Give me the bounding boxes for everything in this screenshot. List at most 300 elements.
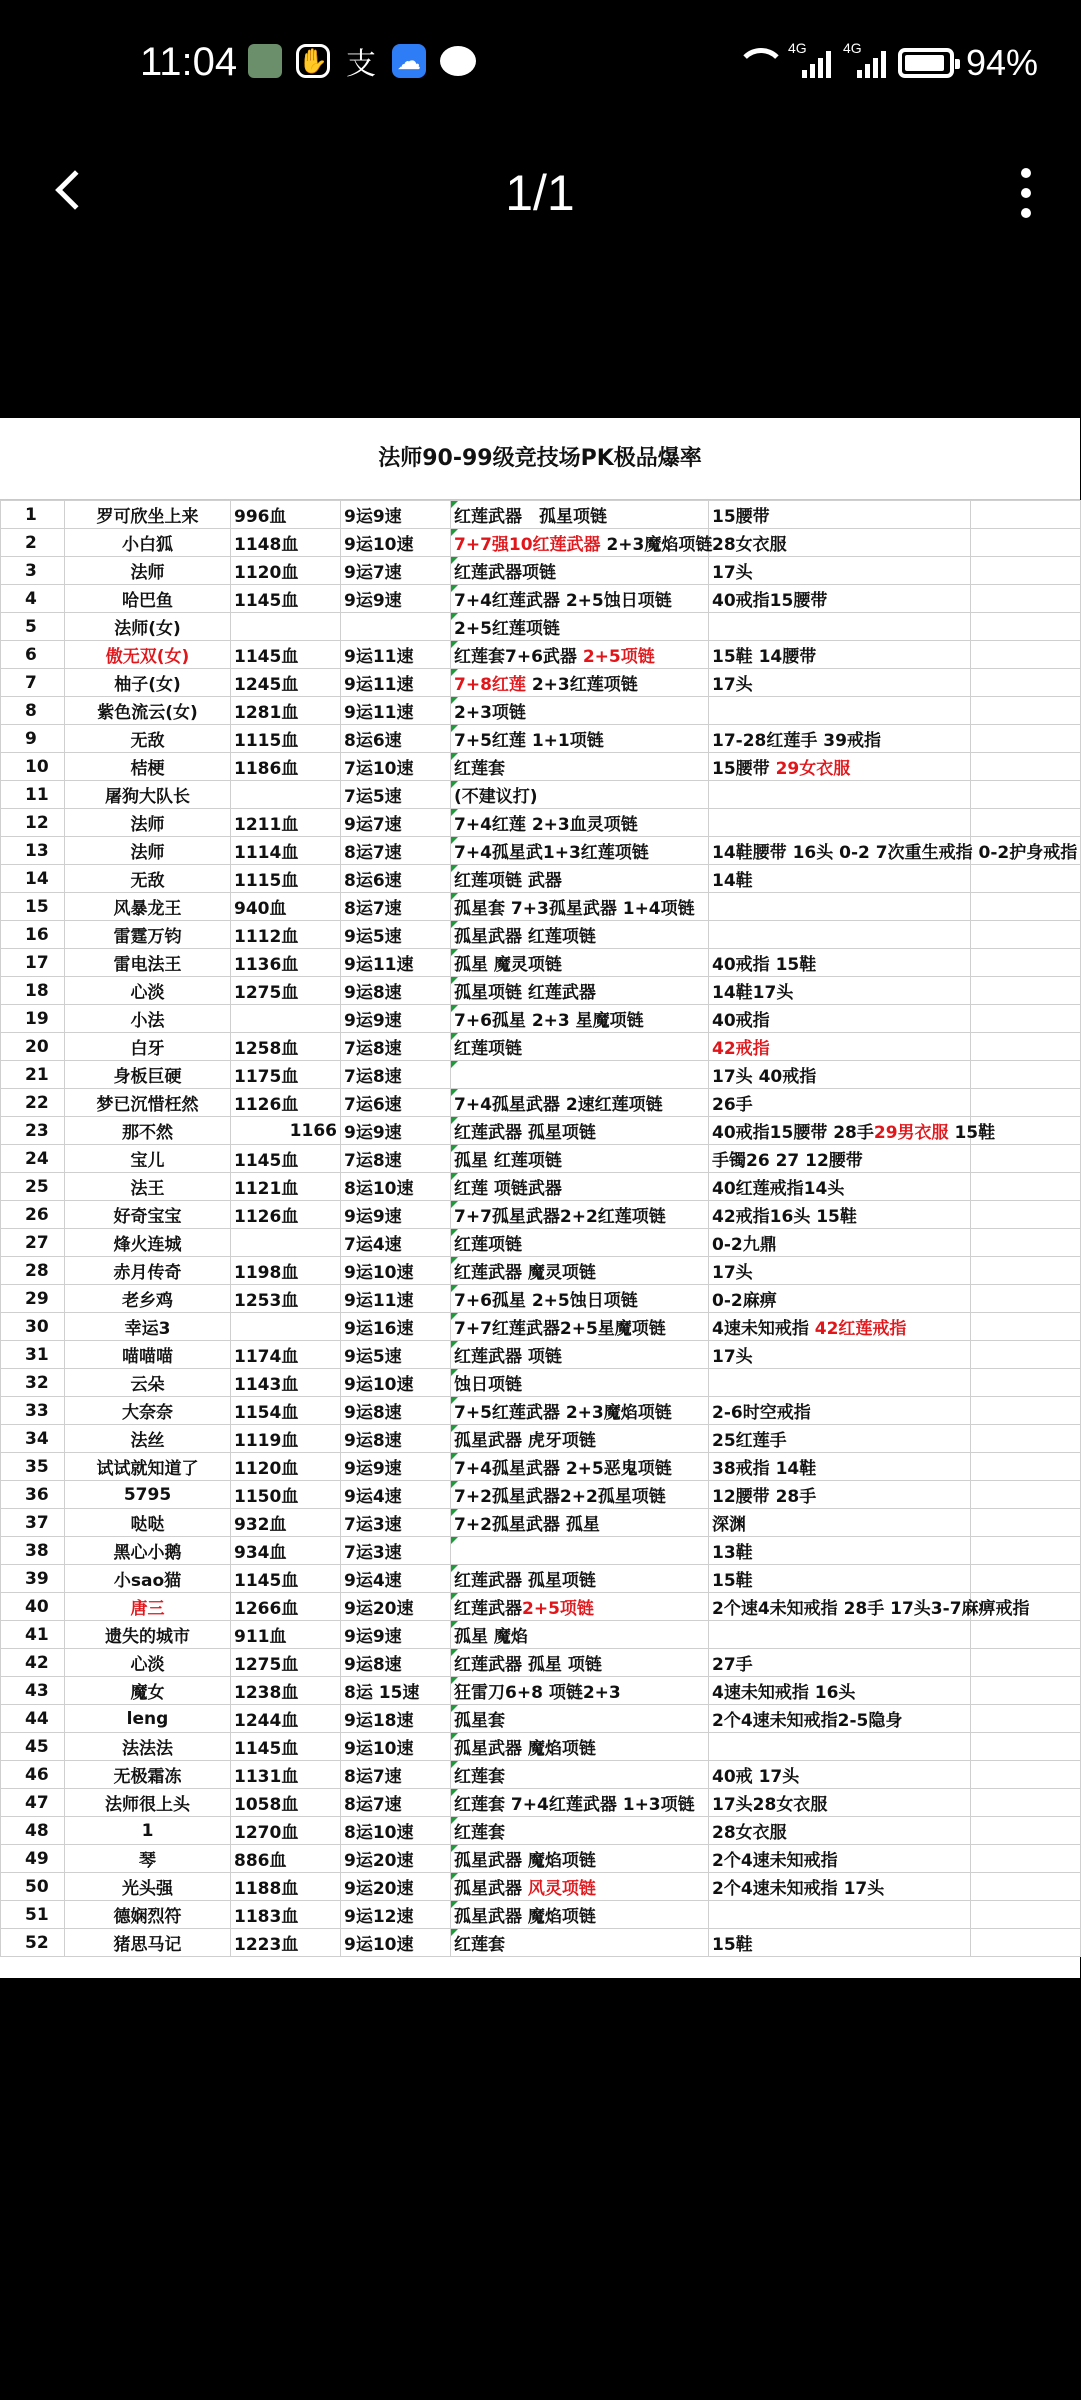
luck-speed: 9运20速 bbox=[341, 1873, 451, 1901]
drop-text: 7+4孤星武器 2速红莲项链 bbox=[454, 1095, 663, 1115]
chat-bubble-icon bbox=[440, 46, 476, 76]
table-row bbox=[1, 865, 1081, 893]
extra-text: 42戒指16头 15鞋 bbox=[712, 1207, 857, 1227]
hp-value: 1145血 bbox=[231, 1565, 341, 1593]
row-number: 47 bbox=[1, 1789, 65, 1817]
row-number: 1 bbox=[1, 501, 65, 529]
alipay-icon: 支 bbox=[346, 47, 376, 82]
table-row bbox=[1, 1789, 1081, 1817]
table-row bbox=[1, 1369, 1081, 1397]
empty-cell bbox=[971, 529, 1081, 557]
extra-text: 40戒指 15鞋 bbox=[712, 955, 817, 975]
luck-speed: 9运9速 bbox=[341, 1201, 451, 1229]
empty-cell bbox=[971, 1341, 1081, 1369]
network-type-1: 4G bbox=[787, 40, 807, 56]
luck-speed: 8运7速 bbox=[341, 893, 451, 921]
extra-text: 15鞋 14腰带 bbox=[712, 647, 817, 667]
luck-speed: 8运7速 bbox=[341, 837, 451, 865]
empty-cell bbox=[971, 753, 1081, 781]
row-number: 49 bbox=[1, 1845, 65, 1873]
extra-text: 0-2九鼎 bbox=[712, 1235, 777, 1255]
empty-cell bbox=[971, 669, 1081, 697]
drop-items bbox=[451, 1061, 709, 1089]
extra-drops bbox=[709, 809, 971, 837]
extra-text: 15腰带 bbox=[712, 507, 770, 527]
hp-value: 1258血 bbox=[231, 1033, 341, 1061]
extra-drops bbox=[709, 1397, 971, 1425]
drop-text: 孤星 魔灵项链 bbox=[454, 955, 562, 975]
table-row bbox=[1, 1397, 1081, 1425]
sheet-title: 法师90-99级竞技场PK极品爆率 bbox=[0, 418, 1080, 500]
extra-text: 2个4速未知戒指 17头 bbox=[712, 1879, 885, 1899]
row-number: 26 bbox=[1, 1201, 65, 1229]
extra-drops bbox=[709, 1929, 971, 1957]
hp-value: 1270血 bbox=[231, 1817, 341, 1845]
empty-cell bbox=[971, 1649, 1081, 1677]
empty-cell bbox=[971, 1677, 1081, 1705]
row-number: 27 bbox=[1, 1229, 65, 1257]
hp-value: 1223血 bbox=[231, 1929, 341, 1957]
row-number: 46 bbox=[1, 1761, 65, 1789]
table-row bbox=[1, 1117, 1081, 1145]
drop-items bbox=[451, 977, 709, 1005]
extra-drops bbox=[709, 837, 1078, 865]
luck-speed: 9运8速 bbox=[341, 1425, 451, 1453]
extra-drops bbox=[709, 1257, 971, 1285]
extra-text: 40戒指15腰带 bbox=[712, 591, 828, 611]
drop-text: 7+6孤星 2+5蚀日项链 bbox=[454, 1291, 638, 1311]
hp-value: 1145血 bbox=[231, 1733, 341, 1761]
luck-speed: 8运7速 bbox=[341, 1789, 451, 1817]
extra-drops bbox=[709, 641, 971, 669]
luck-speed: 9运9速 bbox=[341, 1005, 451, 1033]
hp-value: 934血 bbox=[231, 1537, 341, 1565]
row-number: 50 bbox=[1, 1873, 65, 1901]
luck-speed: 8运6速 bbox=[341, 865, 451, 893]
row-number: 38 bbox=[1, 1537, 65, 1565]
player-name: 白牙 bbox=[65, 1033, 231, 1061]
drop-text: 狂雷刀6+8 项链2+3 bbox=[454, 1683, 621, 1703]
extra-drops bbox=[709, 781, 971, 809]
hp-value: 1186血 bbox=[231, 753, 341, 781]
table-row bbox=[1, 1173, 1081, 1201]
hp-value: 1145血 bbox=[231, 585, 341, 613]
table-row bbox=[1, 1509, 1081, 1537]
drop-items bbox=[451, 1257, 709, 1285]
row-number: 2 bbox=[1, 529, 65, 557]
player-name: 法师 bbox=[65, 809, 231, 837]
empty-cell bbox=[971, 1285, 1081, 1313]
drop-items bbox=[451, 1761, 709, 1789]
hp-value bbox=[231, 1005, 341, 1033]
hp-value: 1198血 bbox=[231, 1257, 341, 1285]
drop-items bbox=[451, 613, 709, 641]
extra-drops bbox=[709, 1285, 971, 1313]
player-name: 心淡 bbox=[65, 1649, 231, 1677]
extra-text: 17头 bbox=[712, 563, 753, 583]
player-name: 大奈奈 bbox=[65, 1397, 231, 1425]
hp-value: 1150血 bbox=[231, 1481, 341, 1509]
table-row bbox=[1, 781, 1081, 809]
extra-text: 28女衣服 bbox=[712, 535, 787, 555]
extra-text: 12腰带 28手 bbox=[712, 1487, 817, 1507]
drop-items bbox=[451, 1817, 709, 1845]
extra-text: 38戒指 14鞋 bbox=[712, 1459, 817, 1479]
player-name: 罗可欣坐上来 bbox=[65, 501, 231, 529]
drop-items bbox=[451, 1733, 709, 1761]
row-number: 43 bbox=[1, 1677, 65, 1705]
drop-items bbox=[451, 921, 709, 949]
row-number: 17 bbox=[1, 949, 65, 977]
player-name: 琴 bbox=[65, 1845, 231, 1873]
drop-highlight: 2+5项链 bbox=[582, 647, 655, 667]
empty-cell bbox=[971, 585, 1081, 613]
notification-icons bbox=[248, 44, 476, 82]
table-row bbox=[1, 1425, 1081, 1453]
drop-items bbox=[451, 1341, 709, 1369]
drop-items bbox=[451, 1313, 709, 1341]
extra-drops bbox=[709, 1425, 971, 1453]
luck-speed: 7运4速 bbox=[341, 1229, 451, 1257]
luck-speed: 9运20速 bbox=[341, 1593, 451, 1621]
row-number: 11 bbox=[1, 781, 65, 809]
extra-text: 17头 40戒指 bbox=[712, 1067, 817, 1087]
extra-drops bbox=[709, 1453, 971, 1481]
player-name: 无极霜冻 bbox=[65, 1761, 231, 1789]
more-options-button[interactable] bbox=[1014, 168, 1038, 218]
drop-items bbox=[451, 1229, 709, 1257]
extra-highlight: 42红莲戒指 bbox=[814, 1319, 907, 1339]
player-name: 屠狗大队长 bbox=[65, 781, 231, 809]
empty-cell bbox=[971, 1481, 1081, 1509]
player-name: 哈巴鱼 bbox=[65, 585, 231, 613]
extra-drops bbox=[709, 1593, 1030, 1621]
hp-value: 1115血 bbox=[231, 865, 341, 893]
player-name: 雷霆万钧 bbox=[65, 921, 231, 949]
player-name: 心淡 bbox=[65, 977, 231, 1005]
drop-items bbox=[451, 809, 709, 837]
table-row bbox=[1, 1817, 1081, 1845]
row-number: 6 bbox=[1, 641, 65, 669]
player-name: 桔梗 bbox=[65, 753, 231, 781]
empty-cell bbox=[971, 781, 1081, 809]
player-name: 黑心小鹅 bbox=[65, 1537, 231, 1565]
extra-drops bbox=[709, 1117, 996, 1145]
hand-icon: ✋ bbox=[296, 44, 330, 78]
hp-value: 1143血 bbox=[231, 1369, 341, 1397]
table-row bbox=[1, 1705, 1081, 1733]
table-row bbox=[1, 1649, 1081, 1677]
empty-cell bbox=[971, 1033, 1081, 1061]
empty-cell bbox=[971, 725, 1081, 753]
drop-items bbox=[451, 865, 709, 893]
player-name: 法师 bbox=[65, 557, 231, 585]
hp-value: 1183血 bbox=[231, 1901, 341, 1929]
table-row bbox=[1, 893, 1081, 921]
extra-text: 14鞋腰带 16头 0-2 7次重生戒指 0-2护身戒指 bbox=[712, 843, 1078, 863]
player-name: 无敌 bbox=[65, 725, 231, 753]
empty-cell bbox=[971, 1705, 1081, 1733]
luck-speed: 9运9速 bbox=[341, 585, 451, 613]
table-row bbox=[1, 949, 1081, 977]
drop-items bbox=[451, 1789, 709, 1817]
row-number: 25 bbox=[1, 1173, 65, 1201]
luck-speed bbox=[341, 613, 451, 641]
row-number: 23 bbox=[1, 1117, 65, 1145]
table-row bbox=[1, 669, 1081, 697]
luck-speed: 9运20速 bbox=[341, 1845, 451, 1873]
table-row bbox=[1, 725, 1081, 753]
drop-text: 7+5红莲武器 2+3魔焰项链 bbox=[454, 1403, 672, 1423]
drop-text: 7+6孤星 2+3 星魔项链 bbox=[454, 1011, 644, 1031]
table-row bbox=[1, 1257, 1081, 1285]
drop-items bbox=[451, 1929, 709, 1957]
extra-text: 4速未知戒指 16头 bbox=[712, 1683, 856, 1703]
empty-cell bbox=[971, 1453, 1081, 1481]
empty-cell bbox=[971, 1901, 1081, 1929]
luck-speed: 9运8速 bbox=[341, 1397, 451, 1425]
empty-cell bbox=[971, 501, 1081, 529]
extra-drops bbox=[709, 1733, 971, 1761]
drop-text: 红莲套 7+4红莲武器 1+3项链 bbox=[454, 1795, 695, 1815]
hp-value: 1148血 bbox=[231, 529, 341, 557]
battery-percent: 94% bbox=[965, 42, 1038, 83]
bottom-area bbox=[0, 2270, 1080, 2400]
drop-text: 7+4孤星武1+3红莲项链 bbox=[454, 843, 649, 863]
drop-text: 蚀日项链 bbox=[454, 1375, 522, 1395]
luck-speed: 7运8速 bbox=[341, 1145, 451, 1173]
player-name: 法师(女) bbox=[65, 613, 231, 641]
table-row bbox=[1, 1285, 1081, 1313]
drop-text: 红莲武器 孤星项链 bbox=[454, 1123, 596, 1143]
table-row bbox=[1, 529, 1081, 557]
table-row bbox=[1, 1145, 1081, 1173]
player-name: 法王 bbox=[65, 1173, 231, 1201]
signal-2-icon bbox=[842, 40, 886, 78]
table-row bbox=[1, 837, 1081, 865]
table-row bbox=[1, 1341, 1081, 1369]
drop-items bbox=[451, 781, 709, 809]
drop-highlight: 7+8红莲 bbox=[454, 675, 526, 695]
player-name: 哒哒 bbox=[65, 1509, 231, 1537]
player-name: 赤月传奇 bbox=[65, 1257, 231, 1285]
drop-text: 7+2孤星武器 孤星 bbox=[454, 1515, 600, 1535]
extra-text: 手镯26 27 12腰带 bbox=[712, 1151, 863, 1171]
hp-value: 1211血 bbox=[231, 809, 341, 837]
extra-text: 13鞋 bbox=[712, 1543, 753, 1563]
extra-drops bbox=[709, 1033, 971, 1061]
row-number: 32 bbox=[1, 1369, 65, 1397]
luck-speed: 8运6速 bbox=[341, 725, 451, 753]
extra-text: 26手 bbox=[712, 1095, 753, 1115]
empty-cell bbox=[971, 1929, 1081, 1957]
drop-text: 孤星 魔焰 bbox=[454, 1627, 528, 1647]
extra-text: 17头28女衣服 bbox=[712, 1795, 828, 1815]
luck-speed: 8运 15速 bbox=[341, 1677, 451, 1705]
drop-items bbox=[451, 1621, 709, 1649]
hp-value: 1238血 bbox=[231, 1677, 341, 1705]
drop-items bbox=[451, 557, 709, 585]
empty-cell bbox=[971, 1845, 1081, 1873]
player-name: 好奇宝宝 bbox=[65, 1201, 231, 1229]
hp-value: 1175血 bbox=[231, 1061, 341, 1089]
empty-cell bbox=[971, 697, 1081, 725]
table-row bbox=[1, 1565, 1081, 1593]
extra-drops bbox=[709, 949, 971, 977]
drop-text: 2+3项链 bbox=[454, 703, 526, 723]
player-name: 法师 bbox=[65, 837, 231, 865]
drop-items bbox=[451, 1537, 709, 1565]
extra-drops bbox=[709, 1061, 971, 1089]
signal-1-icon bbox=[787, 40, 831, 78]
drop-highlight: 2+5项链 bbox=[522, 1599, 594, 1619]
extra-drops bbox=[709, 1341, 971, 1369]
drop-items bbox=[451, 893, 709, 921]
hp-value: 1119血 bbox=[231, 1425, 341, 1453]
player-name: 德娴烈符 bbox=[65, 1901, 231, 1929]
player-name: 猪思马记 bbox=[65, 1929, 231, 1957]
row-number: 48 bbox=[1, 1817, 65, 1845]
drop-items bbox=[451, 1705, 709, 1733]
row-number: 51 bbox=[1, 1901, 65, 1929]
empty-cell bbox=[971, 809, 1081, 837]
hp-value: 911血 bbox=[231, 1621, 341, 1649]
drop-text: 红莲武器项链 bbox=[454, 563, 556, 583]
hp-value: 1253血 bbox=[231, 1285, 341, 1313]
extra-drops bbox=[709, 1677, 971, 1705]
empty-cell bbox=[971, 1621, 1081, 1649]
extra-drops bbox=[709, 1621, 971, 1649]
extra-drops bbox=[709, 1705, 971, 1733]
extra-drops bbox=[709, 1005, 971, 1033]
extra-text: 40戒指 bbox=[712, 1011, 770, 1031]
drop-text: 红莲项链 bbox=[454, 1039, 522, 1059]
empty-cell bbox=[971, 1761, 1081, 1789]
empty-cell bbox=[971, 1509, 1081, 1537]
row-number: 8 bbox=[1, 697, 65, 725]
extra-drops bbox=[709, 613, 971, 641]
drop-text: 红莲套 bbox=[454, 1767, 505, 1787]
drop-items bbox=[451, 1481, 709, 1509]
row-number: 42 bbox=[1, 1649, 65, 1677]
luck-speed: 9运16速 bbox=[341, 1313, 451, 1341]
player-name: 雷电法王 bbox=[65, 949, 231, 977]
luck-speed: 9运9速 bbox=[341, 1621, 451, 1649]
luck-speed: 9运12速 bbox=[341, 1901, 451, 1929]
extra-drops bbox=[709, 557, 971, 585]
luck-speed: 7运8速 bbox=[341, 1033, 451, 1061]
empty-cell bbox=[971, 1397, 1081, 1425]
hp-value: 1275血 bbox=[231, 977, 341, 1005]
drop-items bbox=[451, 1425, 709, 1453]
battery-fill bbox=[905, 55, 944, 71]
hp-value: 1131血 bbox=[231, 1761, 341, 1789]
drop-items bbox=[451, 1649, 709, 1677]
player-name: 身板巨硬 bbox=[65, 1061, 231, 1089]
luck-speed: 9运5速 bbox=[341, 921, 451, 949]
table-row bbox=[1, 921, 1081, 949]
table-row bbox=[1, 1229, 1081, 1257]
extra-drops bbox=[709, 1817, 971, 1845]
drop-text: 2+3红莲项链 bbox=[525, 675, 638, 695]
empty-cell bbox=[971, 1257, 1081, 1285]
luck-speed: 9运10速 bbox=[341, 1257, 451, 1285]
table-row bbox=[1, 613, 1081, 641]
hp-value: 1115血 bbox=[231, 725, 341, 753]
hp-value: 1120血 bbox=[231, 557, 341, 585]
table-row bbox=[1, 1873, 1081, 1901]
hp-value: 1244血 bbox=[231, 1705, 341, 1733]
empty-cell bbox=[971, 1369, 1081, 1397]
empty-cell bbox=[971, 893, 1081, 921]
drop-text: 7+2孤星武器2+2孤星项链 bbox=[454, 1487, 666, 1507]
luck-speed: 9运4速 bbox=[341, 1481, 451, 1509]
table-row bbox=[1, 1481, 1081, 1509]
extra-drops bbox=[709, 1145, 971, 1173]
row-number: 28 bbox=[1, 1257, 65, 1285]
extra-drops bbox=[709, 1761, 971, 1789]
luck-speed: 9运8速 bbox=[341, 977, 451, 1005]
luck-speed: 9运5速 bbox=[341, 1341, 451, 1369]
table-row bbox=[1, 1593, 1081, 1621]
luck-speed: 9运11速 bbox=[341, 669, 451, 697]
luck-speed: 9运11速 bbox=[341, 697, 451, 725]
drop-items bbox=[451, 1173, 709, 1201]
drop-text: 红莲武器 孤星 项链 bbox=[454, 1655, 602, 1675]
drop-highlight: 风灵项链 bbox=[527, 1879, 596, 1899]
table-row bbox=[1, 977, 1081, 1005]
luck-speed: 7运6速 bbox=[341, 1089, 451, 1117]
drop-text: 红莲武器 bbox=[454, 1599, 522, 1619]
empty-cell bbox=[971, 1173, 1081, 1201]
table-row bbox=[1, 1537, 1081, 1565]
row-number: 5 bbox=[1, 613, 65, 641]
image-viewer-content[interactable] bbox=[0, 418, 1080, 1978]
drop-items bbox=[451, 837, 709, 865]
extra-text: 15鞋 bbox=[712, 1571, 753, 1591]
extra-drops bbox=[709, 1537, 971, 1565]
row-number: 21 bbox=[1, 1061, 65, 1089]
player-name: 5795 bbox=[65, 1481, 231, 1509]
player-name: 宝儿 bbox=[65, 1145, 231, 1173]
table-row bbox=[1, 697, 1081, 725]
extra-drops bbox=[709, 1901, 971, 1929]
player-name: 云朵 bbox=[65, 1369, 231, 1397]
table-row bbox=[1, 641, 1081, 669]
drop-items bbox=[451, 585, 709, 613]
drop-items bbox=[451, 1593, 709, 1621]
drop-text: 红莲套 bbox=[454, 1823, 505, 1843]
drop-text: 7+5红莲 1+1项链 bbox=[454, 731, 604, 751]
drop-items bbox=[451, 1033, 709, 1061]
empty-cell bbox=[971, 1733, 1081, 1761]
hp-value: 1120血 bbox=[231, 1453, 341, 1481]
row-number: 29 bbox=[1, 1285, 65, 1313]
hp-value: 1121血 bbox=[231, 1173, 341, 1201]
drop-text: 7+4红莲武器 2+5蚀日项链 bbox=[454, 591, 672, 611]
empty-cell bbox=[971, 1313, 1081, 1341]
drop-text: 红莲 项链武器 bbox=[454, 1179, 562, 1199]
luck-speed: 9运10速 bbox=[341, 529, 451, 557]
extra-drops bbox=[709, 585, 971, 613]
extra-drops bbox=[709, 1789, 971, 1817]
drop-text: 红莲套 bbox=[454, 1935, 505, 1955]
player-name: 小白狐 bbox=[65, 529, 231, 557]
drop-text: (不建议打) bbox=[454, 787, 538, 807]
luck-speed: 9运7速 bbox=[341, 557, 451, 585]
extra-highlight: 29女衣服 bbox=[775, 759, 851, 779]
luck-speed: 9运10速 bbox=[341, 1929, 451, 1957]
